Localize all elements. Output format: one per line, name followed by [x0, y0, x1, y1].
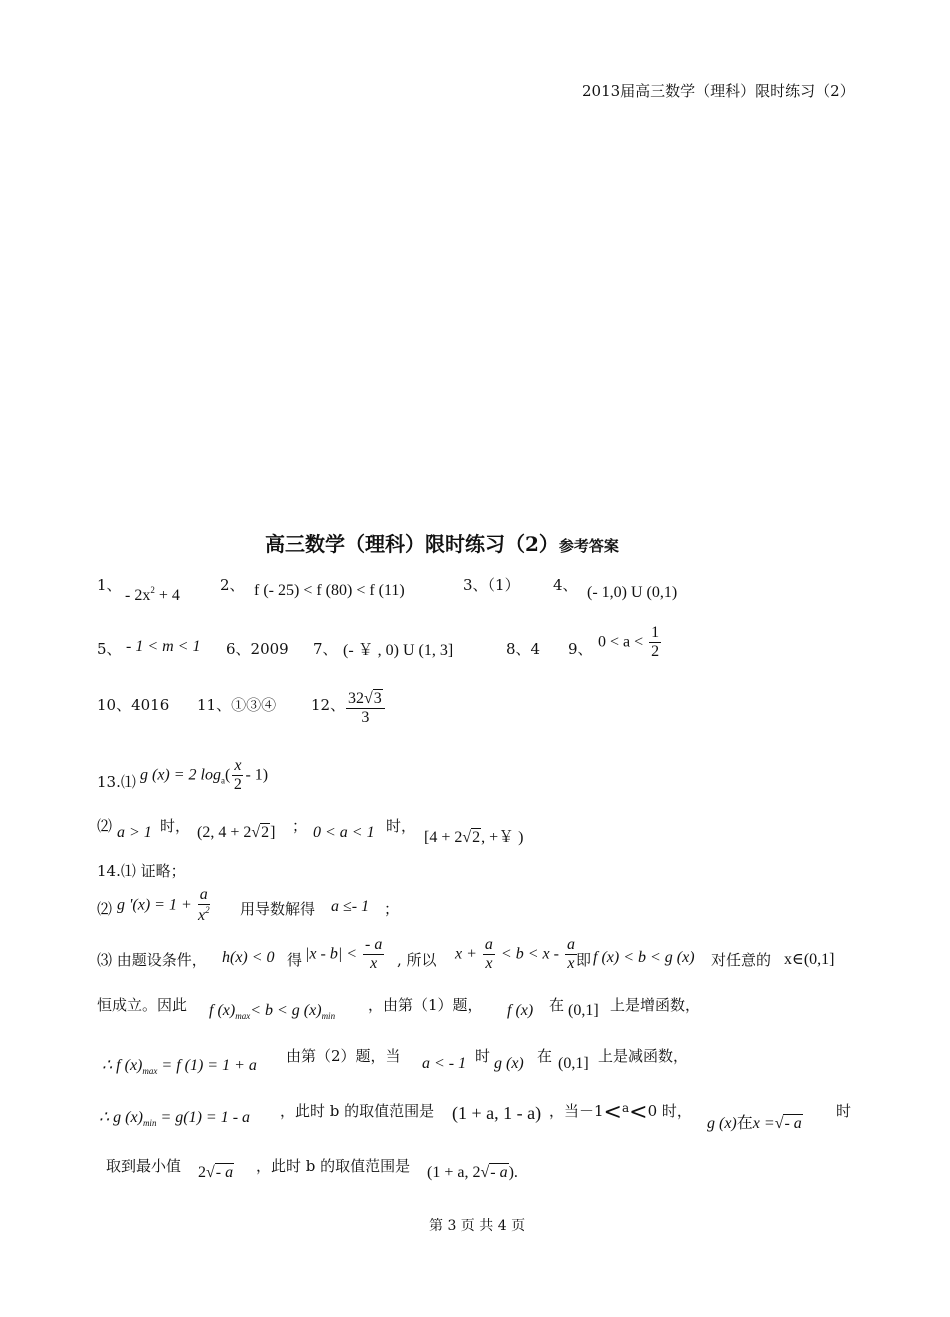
q14-l4-lhs — [99, 1107, 250, 1128]
answer-9-fraction — [649, 624, 661, 662]
q14-p3-any: 对任意的 — [711, 951, 772, 969]
answer-11: 11、①③④ — [197, 696, 277, 714]
q13-p1-main: g (x) = 2 log — [140, 766, 221, 784]
q13-p2-cond2: 0 < a < 1 — [313, 824, 375, 841]
answer-10: 10、4016 — [97, 696, 170, 714]
q14-p2-expr — [117, 886, 212, 926]
q14-p2-num: a — [198, 886, 210, 905]
q13-r1-a: (2, 4 + 2 — [197, 824, 252, 841]
answer-3-label: 3、（1） — [463, 576, 520, 594]
q14-l2-c: 上是增函数， — [610, 996, 701, 1014]
q14-l3-zai: 在 — [537, 1047, 553, 1065]
q14-l3-a: ∴ f (x) — [102, 1057, 143, 1074]
q14-p2-label: ⑵ — [97, 900, 113, 918]
q14-l2-max: max — [235, 1011, 251, 1021]
q14-l2-min: min — [321, 1011, 336, 1021]
q14-l4-a: ∴ g (x) — [99, 1109, 143, 1126]
answer-6: 6、2009 — [226, 640, 289, 658]
q14-p3-h: h(x) < 0 — [222, 949, 275, 966]
q14-p2-fraction — [198, 886, 210, 926]
q14-l3-b: = f (1) = 1 + a — [161, 1057, 257, 1074]
answer-9-label: 9、 — [568, 640, 593, 658]
q13-r2-rad: 2 — [472, 829, 481, 846]
q14-l5-b: ，此时 b 的取值范围是 — [256, 1157, 411, 1175]
answer-1-main: - 2x — [125, 587, 151, 604]
q14-l4-x: x = — [752, 1115, 775, 1132]
q14-l5-r1: (1 + a, 2 — [427, 1164, 481, 1181]
answer-1-tail: + 4 — [154, 587, 180, 604]
q14-p3-f1-den: x — [370, 955, 378, 973]
q13-p1-base: a — [221, 775, 225, 786]
q14-p3-f2-num: a — [483, 936, 495, 955]
q13-r1-rad: 2 — [261, 824, 270, 841]
answer-4-label: 4、 — [553, 576, 578, 594]
q14-l4-b: = g(1) = 1 - a — [160, 1109, 251, 1126]
q14-p3-ineq — [455, 936, 579, 974]
q14-l5-rad: - a — [215, 1164, 234, 1181]
q14-l4-d — [549, 1100, 692, 1125]
answer-1-label: 1、 — [97, 576, 122, 594]
q13-p2-shi2: 时， — [386, 817, 417, 835]
q14-l2-mid: < b < g (x) — [250, 1002, 322, 1019]
q13-p1-den: 2 — [233, 776, 242, 794]
q14-l5-dot: . — [513, 1164, 518, 1181]
q14-p3-domain: x∈(0,1] — [784, 951, 835, 968]
q13-p2-range2: [4 + 2√2, +￥ ) — [424, 829, 524, 846]
q14-p3-abs — [305, 936, 386, 974]
q14-p3-f3-num: a — [565, 936, 577, 955]
page-footer: 第 3 页 共 4 页 — [429, 1218, 526, 1234]
answer-2-expr: f (- 25) < f (80) < f (11) — [254, 582, 405, 599]
q14-l5-two: 2 — [198, 1164, 206, 1181]
answer-12-den: 3 — [361, 709, 370, 727]
answer-4-expr: (- 1,0) U (0,1) — [587, 584, 678, 601]
answer-5-expr: - 1 < m < 1 — [126, 638, 201, 655]
answer-9-den: 2 — [651, 643, 660, 661]
q14-l4-lt1: < — [603, 1100, 622, 1125]
q14-l4-dang: ，当－1 — [549, 1102, 604, 1120]
q14-l2-b: ，由第（1）题， — [368, 996, 483, 1014]
answer-12-label: 12、 — [311, 696, 346, 714]
q14-p2-end: ； — [384, 900, 400, 918]
q14-p2-den-sup: 2 — [205, 905, 210, 916]
q14-p2-text: 用导数解得 — [240, 900, 316, 918]
q14-l3-int: (0,1] — [558, 1055, 589, 1072]
q14-p3-frac1 — [363, 936, 384, 974]
q14-l2-a: 恒成立。因此 — [97, 996, 188, 1014]
q13-p1-num: x — [232, 757, 243, 776]
answer-12-fraction — [346, 690, 385, 728]
q13-p2-cond1: a > 1 — [117, 824, 152, 841]
q14-l2-ineq — [209, 1002, 335, 1021]
q14-l3-cond: a < - 1 — [422, 1055, 467, 1072]
q14-l2-f: f (x) — [209, 1002, 236, 1019]
q14-p3-label: ⑶ 由题设条件， — [97, 951, 207, 969]
q14-p3-fg: f (x) < b < g (x) — [593, 949, 695, 966]
answer-12-num: 32√3 — [346, 690, 385, 709]
q13-r2-b: , +￥ ) — [481, 829, 524, 846]
document-title — [265, 528, 619, 557]
q14-p3-suoyi: , 所以 — [397, 951, 437, 969]
q13-p2-label: ⑵ — [97, 817, 113, 835]
page-header: 2013届高三数学（理科）限时练习（2） — [582, 82, 855, 100]
q14-l4-zero: 0 时， — [647, 1102, 692, 1120]
answer-12-rad: 3 — [373, 690, 382, 707]
answer-7-label: 7、 — [313, 640, 338, 658]
q14-p3-f2-den: x — [485, 955, 493, 973]
q13-p1-open: ( — [225, 766, 231, 784]
q14-l3-lhs — [102, 1055, 257, 1076]
q14-p2-result: a ≤- 1 — [331, 898, 370, 915]
title-suffix: 参考答案 — [558, 537, 619, 555]
q14-l5-a: 取到最小值 — [106, 1157, 182, 1175]
q14-p2-main: g '(x) = 1 + — [117, 896, 192, 914]
answer-1-sup: 2 — [150, 585, 155, 595]
answer-9-main: 0 < a < — [598, 633, 644, 651]
q13-r1-b: ] — [270, 824, 276, 841]
q14-l3-shi: 时 — [475, 1047, 491, 1065]
answer-5-label: 5、 — [97, 640, 122, 658]
q14-l4-gx: g (x) — [707, 1115, 737, 1132]
q13-p1-close: - 1) — [245, 766, 269, 784]
q14-p1: 14.⑴ 证略； — [97, 862, 186, 880]
q14-p3-x1: x + — [455, 945, 477, 963]
q14-p3-ji: 即 — [576, 951, 592, 969]
q14-p3-frac2 — [483, 936, 495, 974]
q14-p3-abs-main: |x - b| < — [305, 945, 358, 963]
q13-p2-shi1: 时， — [160, 817, 191, 835]
q14-l3-c: 由第（2）题，当 — [286, 1047, 401, 1065]
answer-12-expr — [344, 690, 387, 728]
answer-2-label: 2、 — [220, 576, 245, 594]
q14-p2-den — [198, 905, 210, 925]
q14-l3-gx: g (x) — [494, 1055, 524, 1072]
q14-l4-zai: 在 — [736, 1115, 753, 1132]
q14-l3-d: 上是减函数， — [598, 1047, 689, 1065]
q14-l4-range: (1 + a, 1 - a) — [452, 1103, 542, 1123]
q13-p2-semicolon: ； — [292, 817, 308, 835]
q14-p3-mid: < b < x - — [500, 945, 559, 963]
q14-l4-aa: a — [621, 1101, 630, 1115]
answer-9-expr — [598, 624, 663, 662]
q13-r2-a: [4 + 2 — [424, 829, 463, 846]
q13-p1-expr — [140, 757, 268, 795]
answer-7-expr: (- ￥ , 0) U (1, 3] — [343, 642, 454, 659]
q14-l5-min: 2√- a — [198, 1164, 234, 1181]
q14-p3-f3-den: x — [567, 955, 575, 973]
q14-l5-r2: ) — [508, 1164, 514, 1181]
q14-p3-de: 得 — [287, 951, 303, 969]
q14-l4-min: min — [142, 1118, 157, 1128]
q14-l4-g: g (x)在x =√- a — [707, 1115, 802, 1132]
q14-l2-fx: f (x) — [507, 1002, 534, 1019]
q14-l2-zai: 在 — [549, 996, 565, 1014]
q13-p2-range1: (2, 4 + 2√2] — [197, 824, 276, 841]
q14-l3-max: max — [142, 1066, 158, 1076]
q13-p1-fraction — [232, 757, 243, 795]
answer-12-coef: 32 — [348, 690, 364, 707]
q14-l4-shi: 时 — [836, 1102, 852, 1120]
q14-l5-rad2: - a — [490, 1164, 508, 1181]
q14-l5-range: (1 + a, 2√- a). — [427, 1164, 518, 1181]
q14-l4-lt2: < — [629, 1100, 648, 1125]
q13-p1-label: 13.⑴ — [97, 773, 136, 791]
answer-8: 8、4 — [506, 640, 541, 658]
q14-p3-f1-num: - a — [363, 936, 384, 955]
answer-9-num: 1 — [649, 624, 661, 643]
q14-p2-den-x: x — [197, 907, 206, 925]
title-main: 高三数学（理科）限时练习（2） — [265, 532, 559, 556]
q14-l4-c: ，此时 b 的取值范围是 — [280, 1102, 435, 1120]
answer-1-expr — [125, 585, 180, 605]
q14-l4-rad: - a — [784, 1115, 802, 1132]
q14-l2-int: (0,1] — [568, 1002, 599, 1019]
